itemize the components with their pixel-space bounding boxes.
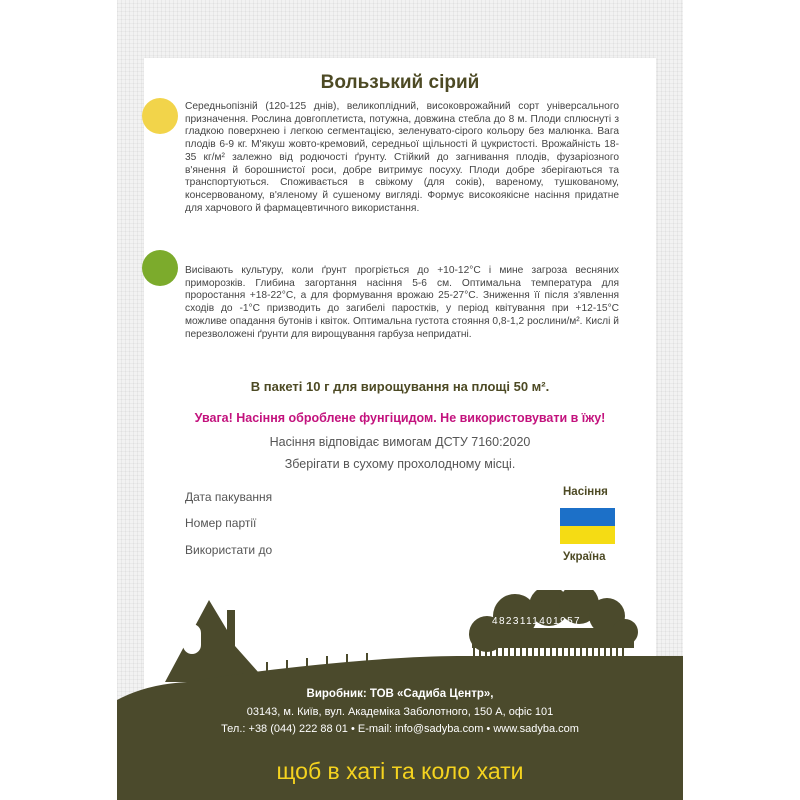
green-dot-marker	[142, 250, 178, 286]
brand-slogan: щоб в хаті та коло хати	[276, 758, 524, 784]
flag-blue-stripe	[560, 508, 615, 526]
house-icon	[165, 600, 267, 682]
standard-compliance: Насіння відповідає вимогам ДСТУ 7160:2020	[269, 435, 531, 449]
batch-number-label: Номер партії	[185, 516, 257, 530]
ukraine-flag-icon	[560, 508, 615, 544]
seeds-label: Насіння	[563, 486, 608, 498]
variety-description: Середньопізній (120-125 днів), великоплідний, високоврожайний сорт універсального призначення. Рослина довгоплетиста, потужна, довжина стебла до 8 м. Плоди сплюснуті з гладкою поверхнею і легкою сегментацією, зеленувато-сірого кольору без малюнка. Вага плодів 6-9 кг. М'якуш жовто-кремовий, середньої щільності й цукристості. Врожайність 18-35 кг/м² залежно від родючості ґрунту. Стійкий до загнивання плодів, фузаріозного в'янення й борошнистої роси, добре витримує посуху. Плоди добре зберігаються та транспортуються. Споживається в свіжому (для соків), вареному, тушкованому, консервованому, в'яленому й сушеному вигляді. Формує високоякісне насіння придатне для харчового й фармацевтичного використання.	[185, 101, 619, 214]
fungicide-warning: Увага! Насіння оброблене фунгіцидом. Не використовувати в їжу!	[194, 411, 606, 425]
seed-packet	[117, 0, 683, 800]
storage-note: Зберігати в сухому прохолодному місці.	[284, 457, 516, 471]
barcode-number: 4823111401957	[492, 616, 582, 627]
manufacturer-name: Виробник: ТОВ «Садиба Центр»,	[306, 688, 494, 700]
yellow-dot-marker	[142, 98, 178, 134]
packing-date-label: Дата пакування	[185, 490, 273, 504]
manufacturer-address: 03143, м. Київ, вул. Академіка Заболотного, 150 А, офіс 101	[246, 706, 554, 718]
product-title: Вользький сірий	[320, 72, 480, 93]
package-info: В пакеті 10 г для вирощування на площі 50 м².	[250, 379, 550, 394]
country-label: Україна	[563, 551, 606, 563]
use-by-label: Використати до	[185, 543, 273, 557]
growing-instructions: Висівають культуру, коли ґрунт прогріється до +10-12°C і мине загроза весняних приморозків. Глибина загортання насіння 5-6 см. Оптимальна температура для проростання +18-22°C, а для формування врожаю 25-27°C. Зниження її після з'явлення сходів до -1°C призводить до загибелі паростків, у період квітування при +12-15°C можливе опадання бутонів і квіток. Оптимальна густота стояння 0,8-1,2 рослини/м². Кислі й перезволожені ґрунти для вирощування гарбуза непридатні.	[185, 265, 619, 340]
manufacturer-contacts: Тел.: +38 (044) 222 88 01 • E-mail: info@sadyba.com • www.sadyba.com	[221, 723, 579, 735]
flag-yellow-stripe	[560, 526, 615, 544]
